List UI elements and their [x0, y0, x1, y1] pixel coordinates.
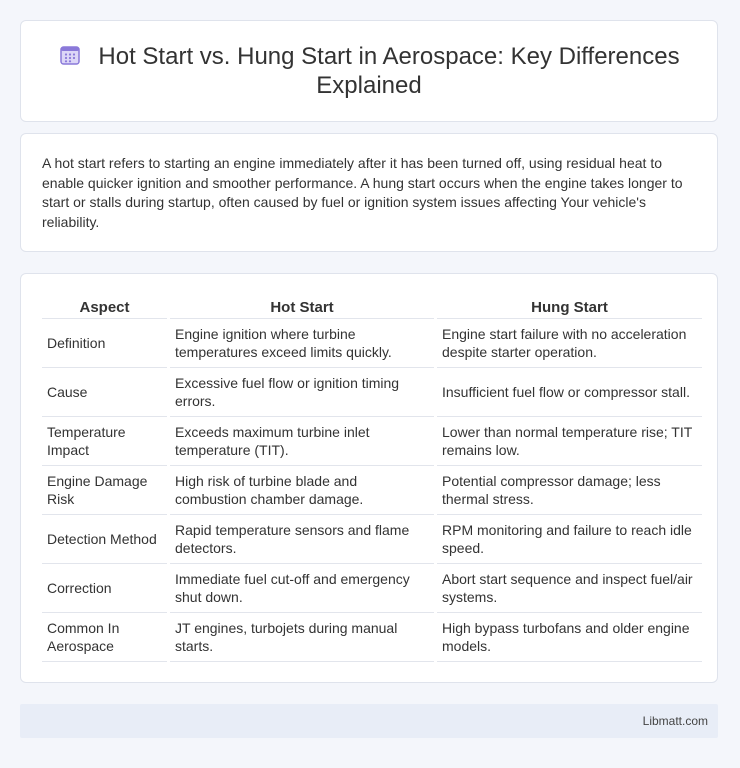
hung-start-cell: RPM monitoring and failure to reach idle speed. [437, 515, 702, 564]
title-card [20, 20, 718, 122]
calendar-grid-icon [58, 43, 82, 67]
hung-start-cell: Engine start failure with no acceleration despite starter operation. [437, 319, 702, 368]
hung-start-cell: High bypass turbofans and older engine models. [437, 613, 702, 662]
hot-start-cell: Immediate fuel cut-off and emergency shut down. [170, 564, 434, 613]
intro-card [20, 133, 718, 252]
aspect-cell: Engine Damage Risk [42, 466, 167, 515]
title-wrap [21, 42, 717, 100]
hot-start-cell: High risk of turbine blade and combustion chamber damage. [170, 466, 434, 515]
hung-start-cell: Lower than normal temperature rise; TIT remains low. [437, 417, 702, 466]
hot-start-cell: JT engines, turbojets during manual starts. [170, 613, 434, 662]
hot-start-cell: Rapid temperature sensors and flame detectors. [170, 515, 434, 564]
header-aspect: Aspect [42, 296, 167, 319]
intro-paragraph: A hot start refers to starting an engine immediately after it has been turned off, using residual heat to enable quicker ignition and smoother performance. A hung start occurs when the engine takes longer to start or stalls during startup, often caused by fuel or ignition system issues affecting Your vehicle's reliability. [42, 155, 683, 230]
hung-start-cell: Insufficient fuel flow or compressor stall. [437, 368, 702, 417]
table-row [42, 417, 702, 466]
hung-start-cell: Potential compressor damage; less thermal stress. [437, 466, 702, 515]
aspect-cell: Cause [42, 368, 167, 417]
hot-start-cell: Engine ignition where turbine temperatures exceed limits quickly. [170, 319, 434, 368]
aspect-cell: Correction [42, 564, 167, 613]
comparison-table [39, 296, 705, 662]
page-title: Hot Start vs. Hung Start in Aerospace: Key Differences Explained [98, 43, 680, 99]
table-header-row [42, 296, 702, 319]
table-row [42, 564, 702, 613]
header-hot-start: Hot Start [170, 296, 434, 319]
aspect-cell: Detection Method [42, 515, 167, 564]
footer [20, 704, 718, 738]
comparison-table-card [20, 273, 718, 683]
hot-start-cell: Excessive fuel flow or ignition timing errors. [170, 368, 434, 417]
aspect-cell: Common In Aerospace [42, 613, 167, 662]
hung-start-cell: Abort start sequence and inspect fuel/air systems. [437, 564, 702, 613]
aspect-cell: Definition [42, 319, 167, 368]
table-row [42, 319, 702, 368]
aspect-cell: Temperature Impact [42, 417, 167, 466]
table-row [42, 368, 702, 417]
hot-start-cell: Exceeds maximum turbine inlet temperature (TIT). [170, 417, 434, 466]
footer-site-name: Libmatt.com [642, 714, 708, 728]
header-hung-start: Hung Start [437, 296, 702, 319]
table-row [42, 515, 702, 564]
table-row [42, 613, 702, 662]
table-row [42, 466, 702, 515]
